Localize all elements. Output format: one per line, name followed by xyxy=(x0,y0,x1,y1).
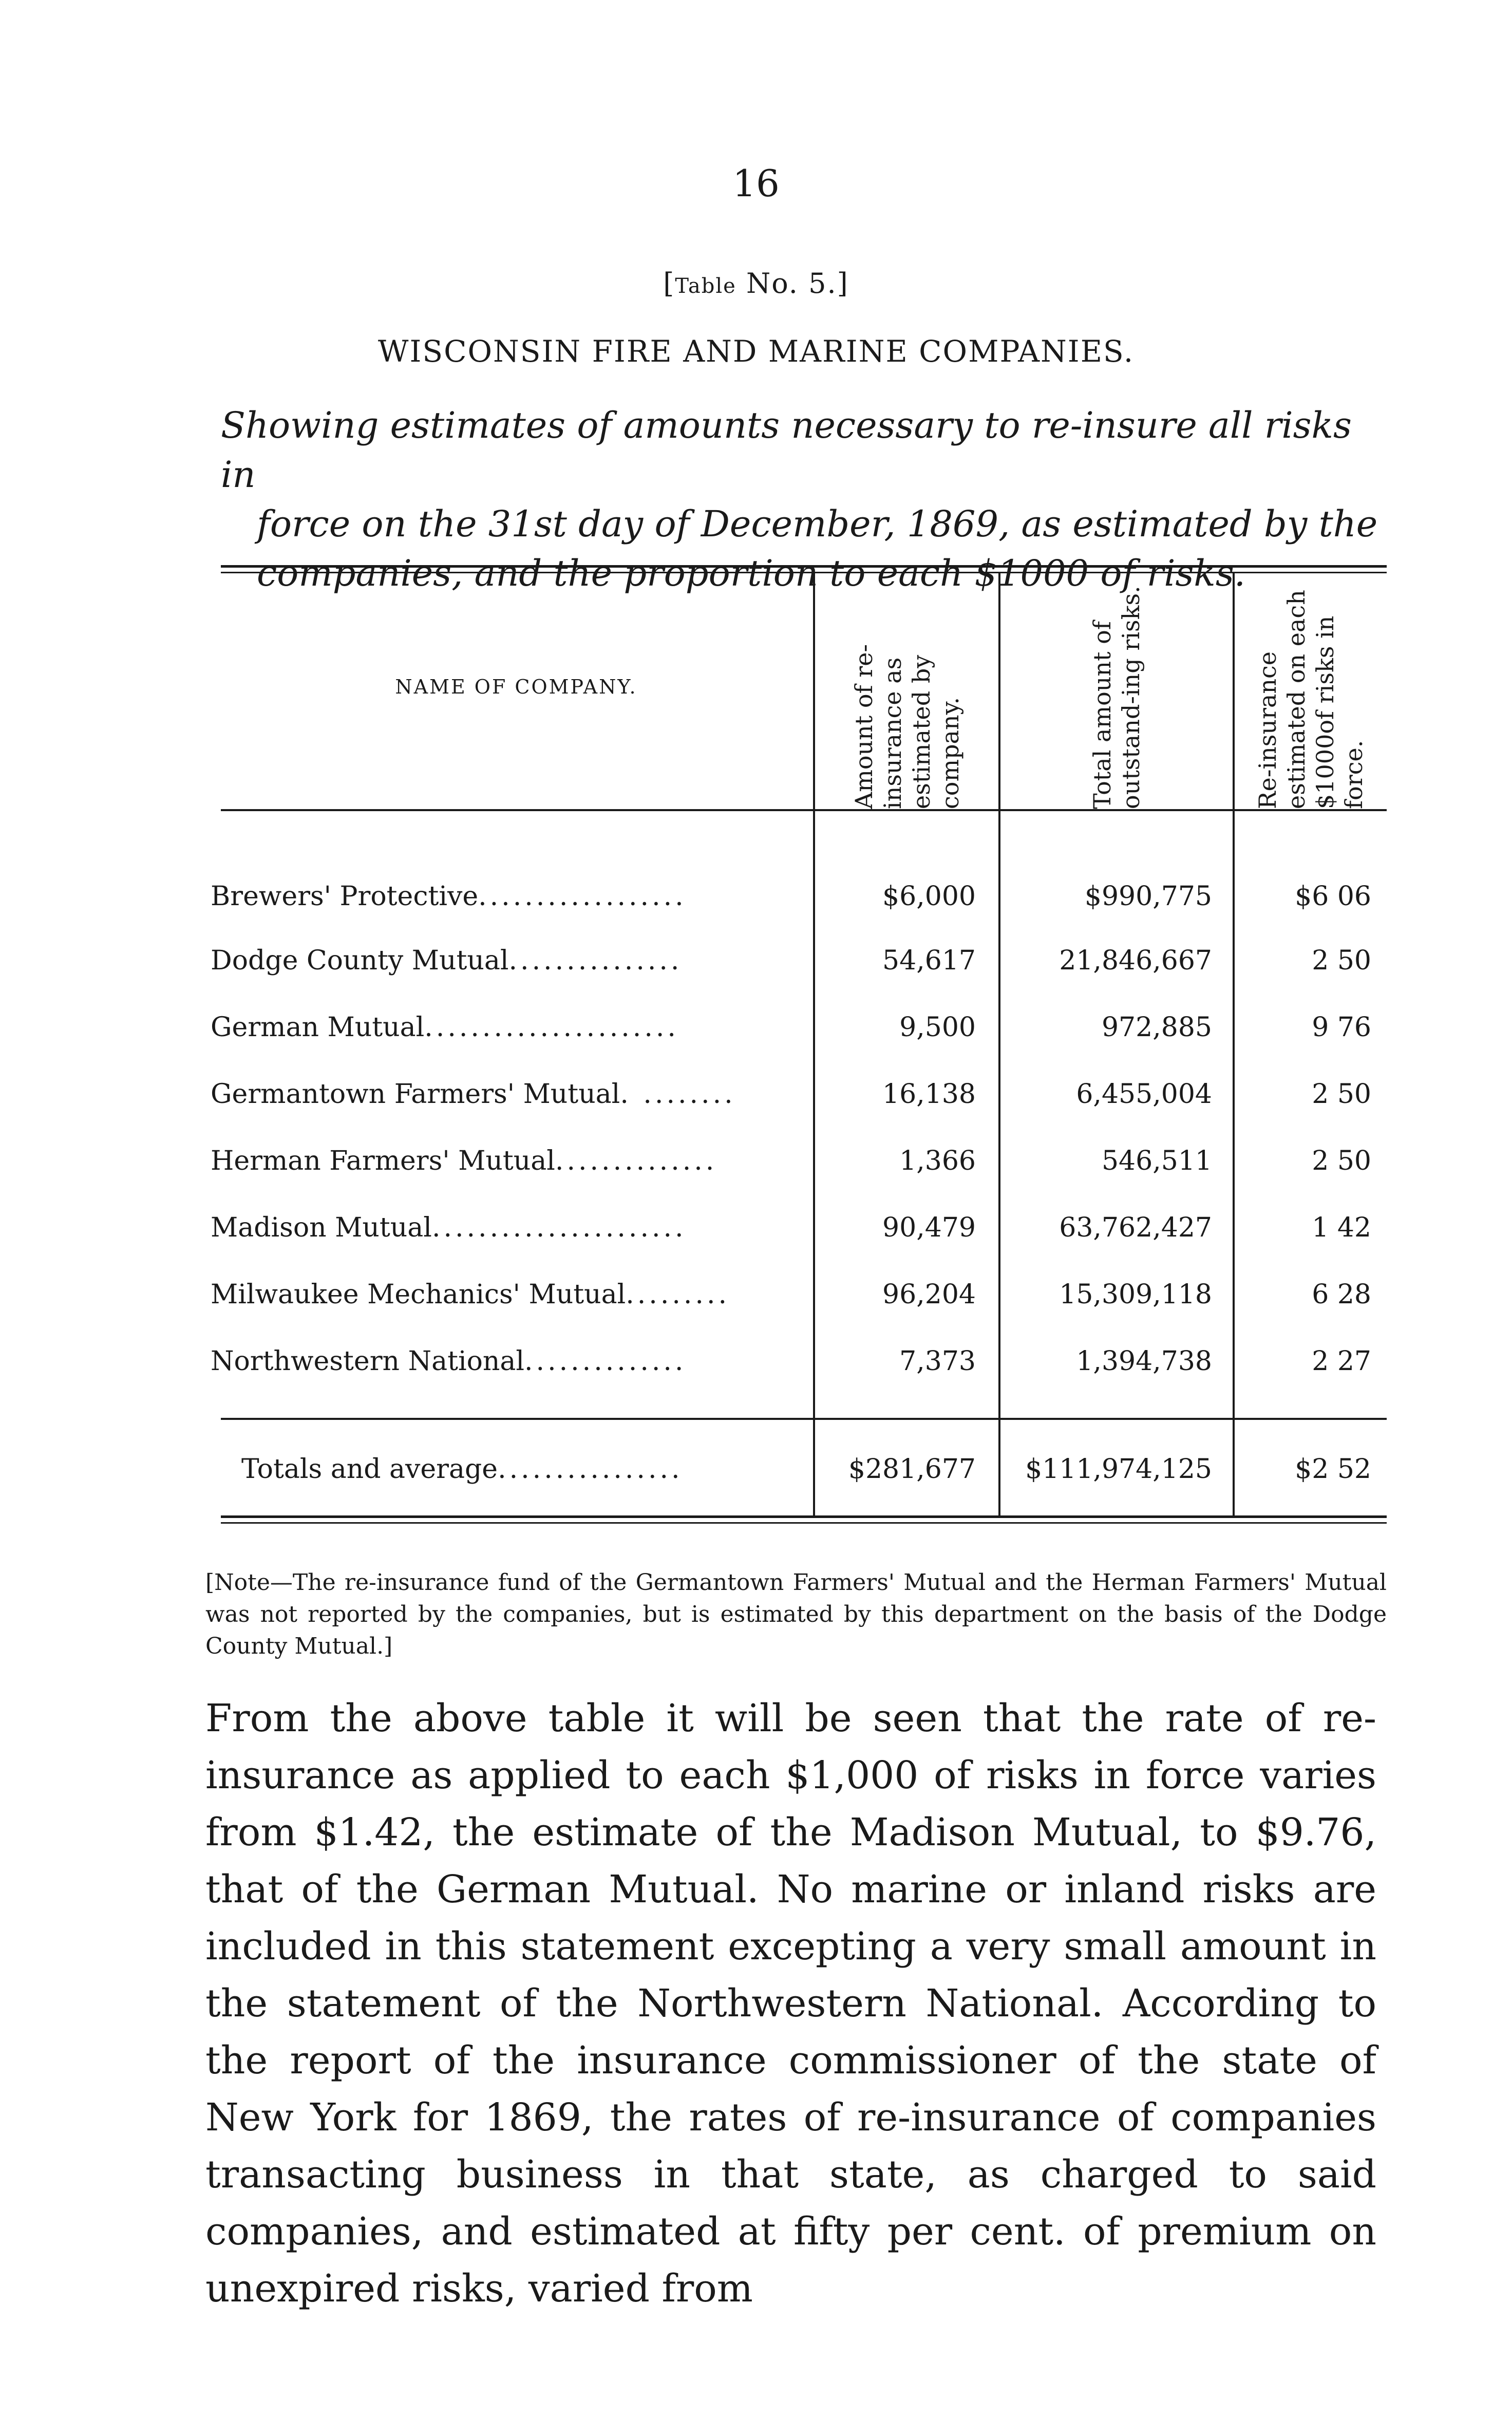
company-name: Herman Farmers' Mutual xyxy=(211,1146,555,1176)
per-thousand-value: 1 42 xyxy=(1312,1212,1371,1243)
average-per-thousand-value: $2 52 xyxy=(1295,1454,1371,1485)
column-header-total: Total amount of outstand-ing risks. xyxy=(1088,586,1145,809)
per-thousand-value: 6 28 xyxy=(1312,1279,1371,1310)
table-top-rule xyxy=(221,565,1387,573)
table-row: Germantown Farmers' Mutual. ........ 16,138 6,455,004 2 50 xyxy=(211,1079,1371,1110)
per-thousand-value: $6 06 xyxy=(1295,881,1371,912)
total-value: $990,775 xyxy=(1084,881,1212,912)
table-title: WISCONSIN FIRE AND MARINE COMPANIES. xyxy=(377,334,1135,369)
reinsurance-value: 96,204 xyxy=(882,1279,976,1310)
table-row: Madison Mutual...................... 90,479 63,762,427 1 42 xyxy=(211,1212,1371,1243)
table-row: Milwaukee Mechanics' Mutual......... 96,204 15,309,118 6 28 xyxy=(211,1279,1371,1310)
per-thousand-value: 2 27 xyxy=(1312,1346,1371,1377)
reinsurance-value: 1,366 xyxy=(899,1146,976,1176)
total-value: 972,885 xyxy=(1101,1012,1212,1043)
company-name: Dodge County Mutual xyxy=(211,945,509,976)
reinsurance-value: 54,617 xyxy=(882,945,976,976)
reinsurance-value: 90,479 xyxy=(882,1212,976,1243)
table-row: German Mutual...................... 9,500 972,885 9 76 xyxy=(211,1012,1371,1043)
totals-row: Totals and average................ $281,677 $111,974,125 $2 52 xyxy=(241,1454,1371,1485)
table-bottom-rule xyxy=(221,1515,1387,1524)
total-risks-value: $111,974,125 xyxy=(1025,1454,1212,1485)
column-header-name: NAME OF COMPANY. xyxy=(395,676,637,698)
company-name: German Mutual xyxy=(211,1012,425,1043)
table-row: Northwestern National.............. 7,373 1,394,738 2 27 xyxy=(211,1346,1371,1377)
reinsurance-value: 16,138 xyxy=(882,1079,976,1110)
per-thousand-value: 2 50 xyxy=(1312,1079,1371,1110)
table-row: Brewers' Protective.................. $6,000 $990,775 $6 06 xyxy=(211,881,1371,912)
totals-label: Totals and average xyxy=(241,1454,498,1485)
table-word: Table xyxy=(675,274,736,298)
per-thousand-value: 2 50 xyxy=(1312,1146,1371,1176)
company-name: Germantown Farmers' Mutual xyxy=(211,1079,620,1110)
reinsurance-value: 9,500 xyxy=(899,1012,976,1043)
table-row: Herman Farmers' Mutual.............. 1,366 546,511 2 50 xyxy=(211,1146,1371,1176)
reinsurance-value: 7,373 xyxy=(899,1346,976,1377)
per-thousand-value: 2 50 xyxy=(1312,945,1371,976)
reinsurance-value: $6,000 xyxy=(882,881,976,912)
total-value: 63,762,427 xyxy=(1059,1212,1212,1243)
total-value: 15,309,118 xyxy=(1059,1279,1212,1310)
total-reinsurance-value: $281,677 xyxy=(848,1454,976,1485)
table-label: [Table No. 5.] xyxy=(663,267,849,299)
total-value: 1,394,738 xyxy=(1076,1346,1212,1377)
company-name: Milwaukee Mechanics' Mutual xyxy=(211,1279,626,1310)
company-name: Madison Mutual xyxy=(211,1212,432,1243)
body-paragraph: From the above table it will be seen that the rate of re-insurance as applied to each $1,000 of risks in force varies from $1.42, the estimate of the Madison Mutual, to $9.76, that of the German Mutual. No marine or inland risks are included in this statement excepting a very small amount in the statement of the Northwestern National. According to the report of the insurance commissioner of the state of New York for 1869, the rates of re-insurance of companies transacting business in that state, as charged to said companies, and estimated at fifty per cent. of premium on unexpired risks, varied from xyxy=(205,1696,1376,2311)
column-header-reinsurance: Amount of re-insurance as estimated by company. xyxy=(849,644,964,809)
per-thousand-value: 9 76 xyxy=(1312,1012,1371,1043)
column-header-per-thousand: Re-insurance estimated on each $1000of risks in force. xyxy=(1254,590,1368,809)
totals-rule xyxy=(221,1418,1387,1420)
total-value: 21,846,667 xyxy=(1059,945,1212,976)
table-note: [Note—The re-insurance fund of the Germantown Farmers' Mutual and the Herman Farmers' Mutual was not reported by the companies, but is estimated by this department on the basis of the Dodge County Mutual.] xyxy=(205,1569,1387,1659)
company-name: Northwestern National xyxy=(211,1346,525,1377)
subtitle-line: companies, and the proportion to each $1000 of risks. xyxy=(257,552,1245,594)
subtitle-line: force on the 31st day of December, 1869, as estimated by the xyxy=(257,503,1378,545)
total-value: 546,511 xyxy=(1101,1146,1212,1176)
table-row: Dodge County Mutual............... 54,617 21,846,667 2 50 xyxy=(211,945,1371,976)
total-value: 6,455,004 xyxy=(1076,1079,1212,1110)
subtitle-line: Showing estimates of amounts necessary to re-insure all risks in xyxy=(221,404,1352,496)
page-number: 16 xyxy=(732,162,780,205)
company-name: Brewers' Protective xyxy=(211,881,479,912)
